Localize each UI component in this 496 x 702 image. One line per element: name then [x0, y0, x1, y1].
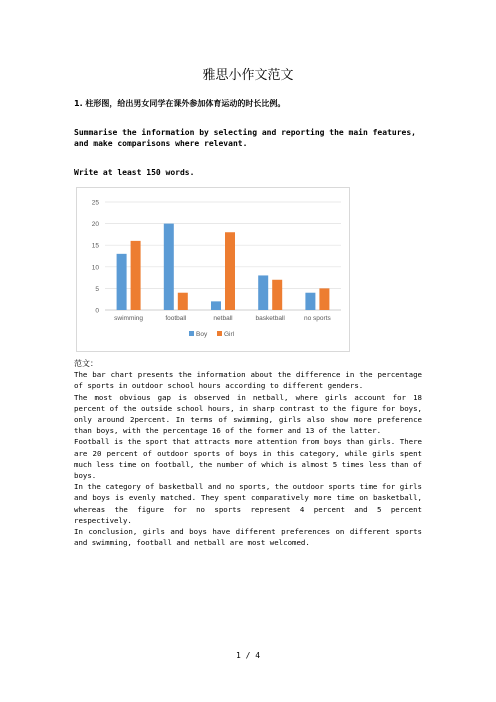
legend-label: Girl	[224, 331, 235, 338]
y-tick-label: 20	[91, 221, 99, 229]
essay-paragraph: The most obvious gap is observed in netball, where girls account for 18 percent of the outside school hours, in sharp contrast to the figure for boys, only around 2percent. In terms of swimming, girls also show more preference than boys, with the percentage 16 of the former and 13 of the latter.	[74, 392, 422, 436]
bar-boy	[211, 301, 221, 310]
bar-girl	[225, 232, 235, 310]
page-number: 1 / 4	[235, 651, 261, 660]
y-tick-label: 25	[91, 199, 99, 207]
bar-girl	[178, 293, 188, 310]
bar-boy	[164, 224, 174, 310]
task-instruction: Summarise the information by selecting and reporting the main features, and make comparisons where relevant.	[74, 128, 416, 148]
x-tick-label: no sports	[304, 315, 331, 322]
question-heading: 1. 柱形图，给出男女同学在课外参加体育运动的时长比例。	[74, 99, 286, 108]
bar-girl	[319, 288, 329, 310]
legend-label: Boy	[196, 331, 208, 338]
x-tick-label: swimming	[114, 315, 144, 322]
document-title: 雅思小作文范文	[202, 68, 294, 83]
bar-boy	[305, 293, 315, 310]
y-tick-label: 15	[91, 242, 99, 250]
y-tick-label: 5	[95, 285, 99, 293]
word-limit: Write at least 150 words.	[74, 168, 195, 177]
bar-boy	[258, 275, 268, 310]
essay-paragraph: In the category of basketball and no sports, the outdoor sports time for girls and boys is evenly matched. They spent comparatively more time on basketball, whereas the figure for no sports represent 4 percent and 5 percent respectively.	[74, 482, 422, 525]
x-tick-label: basketball	[255, 315, 285, 322]
legend-swatch	[189, 331, 194, 336]
essay-paragraph: The bar chart presents the information about the difference in the percentage of sports in outdoor school hours according to different genders.	[74, 370, 422, 391]
essay-paragraph: Football is the sport that attracts more attention from boys than girls. There are 20 percent of outdoor sports of boys in this category, while girls spent much less time on football, the number of which is almost 5 times less than of boys.	[74, 437, 422, 481]
y-tick-label: 10	[91, 264, 99, 272]
bar-chart	[76, 187, 350, 352]
essay-label: 范文：	[74, 359, 98, 368]
legend-swatch	[217, 331, 222, 336]
bar-boy	[117, 254, 127, 310]
x-tick-label: netball	[213, 315, 233, 322]
bar-girl	[272, 280, 282, 310]
x-tick-label: football	[165, 315, 187, 322]
bar-girl	[131, 241, 141, 310]
y-tick-label: 0	[95, 307, 99, 315]
essay-paragraph: In conclusion, girls and boys have different preferences on different sports and swimming, football and netball are most welcomed.	[74, 527, 422, 548]
model-essay	[74, 358, 422, 548]
